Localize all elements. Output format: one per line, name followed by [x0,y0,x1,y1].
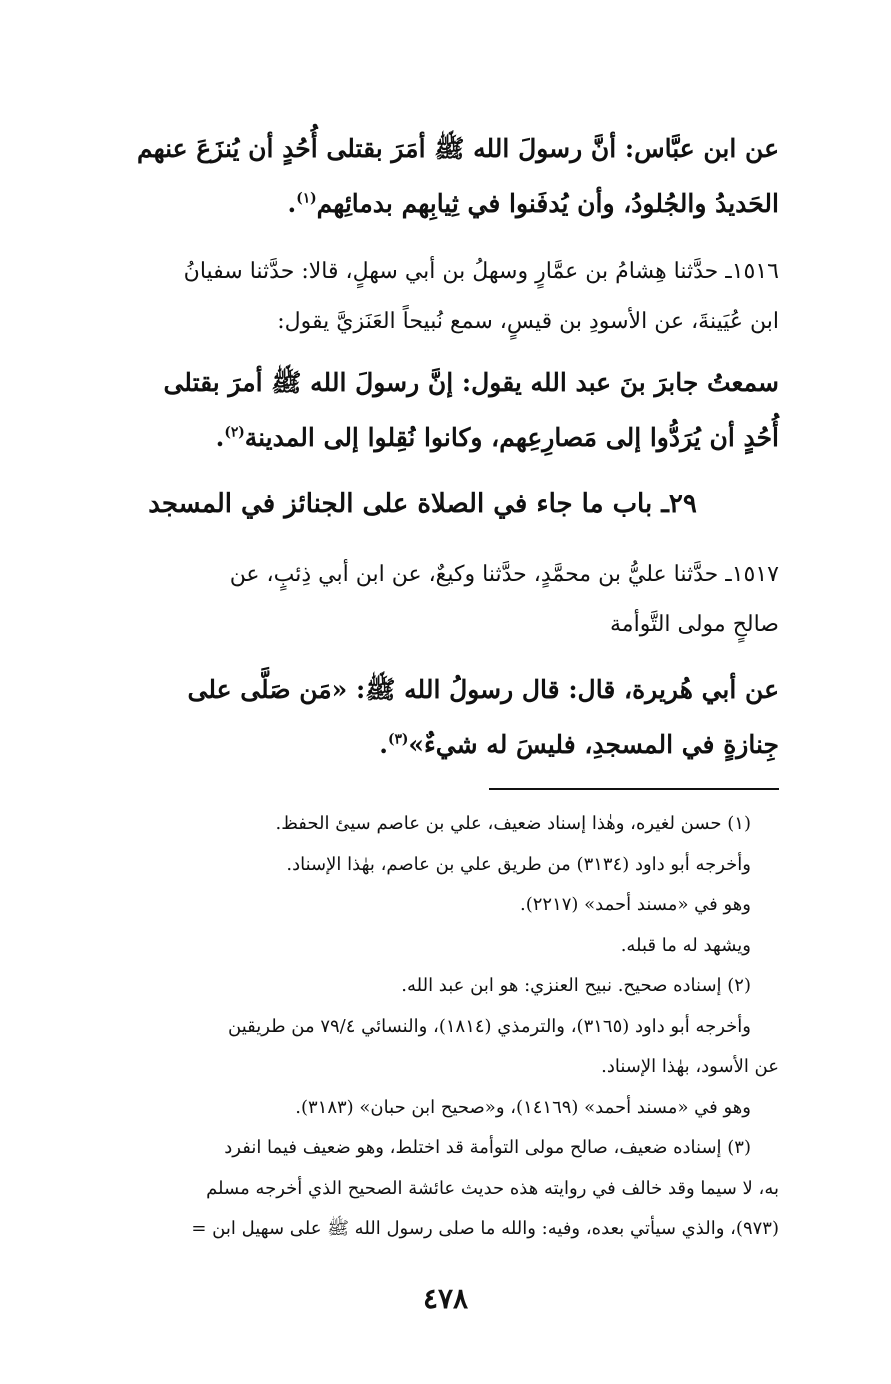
hadith-1516-chain [66,247,779,347]
text-line: ابن عُيَينةَ، عن الأسودِ بن قيسٍ، سمع نُبيحاً العَنَزيَّ يقول: [277,309,779,334]
footnote-ref: (٣) [388,731,409,748]
footnote-line: (١) حسن لغيره، وهٰذا إسناد ضعيف، علي بن عاصم سيئ الحفظ. [275,813,751,834]
text-line: عن أبي هُريرة، قال: قال رسولُ الله ﷺ: «مَن صَلَّى على [187,675,779,704]
text-line: جِنازةٍ في المسجدِ، فليسَ له شيءٌ» [408,730,779,759]
footnote-line: وأخرجه أبو داود (٣١٣٤) من طريق علي بن عاصم، بهٰذا الإسناد. [286,853,751,875]
footnote-line: (٩٧٣)، والذي سيأتي بعده، وفيه: والله ما صلى رسول الله ﷺ على سهيل ابن = [191,1218,779,1239]
sentence-end: . [215,423,225,452]
footnote-line: (٣) إسناده ضعيف، صالح مولى التوأمة قد اختلط، وهو ضعيف فيما انفرد [224,1137,751,1158]
text-line: عن ابن عبَّاس: أنَّ رسولَ الله ﷺ أمَرَ بقتلى أُحُدٍ أن يُنزَعَ عنهم [136,134,779,163]
page-number: ٤٧٨ [422,1282,469,1315]
hadith-1516-text [66,355,779,465]
footnote-line: وأخرجه أبو داود (٣١٦٥)، والترمذي (١٨١٤)، والنسائي ٧٩/٤ من طريقين [228,1015,751,1037]
text-line: ١٥١٦ـ حدَّثنا هِشامُ بن عمَّارٍ وسهلُ بن أبي سهلٍ، قالا: حدَّثنا سفيانُ [183,259,779,284]
footnote-ref: (٢) [224,424,245,441]
footnote-line: به، لا سيما وقد خالف في روايته هذه حديث عائشة الصحيح الذي أخرجه مسلم [206,1177,779,1199]
footnotes [66,804,779,1250]
footnote-separator [489,788,779,790]
text-line: الحَديدُ والجُلودُ، وأن يُدفَنوا في ثِيابِهم بدمائِهم [316,189,779,218]
text-line: ١٥١٧ـ حدَّثنا عليُّ بن محمَّدٍ، حدَّثنا وكيعٌ، عن ابن أبي ذِئبٍ، عن [229,562,779,587]
footnote-line: وهو في «مسند أحمد» (٢٢١٧). [519,894,751,915]
footnote-line: وهو في «مسند أحمد» (١٤١٦٩)، و«صحيح ابن حبان» (٣١٨٣). [295,1096,751,1118]
footnote-line: (٢) إسناده صحيح. نبيح العنزي: هو ابن عبد الله. [401,975,751,996]
footnote-line: عن الأسود، بهٰذا الإسناد. [601,1056,779,1077]
chapter-heading: ٢٩ـ باب ما جاء في الصلاة على الجنائز في المسجد [148,489,697,519]
footnote-line: ويشهد له ما قبله. [620,934,751,956]
footnote-ref: (١) [296,190,317,207]
sentence-end: . [287,189,297,218]
hadith-1515-text [66,121,779,231]
hadith-1517-chain [66,550,779,650]
sentence-end: . [379,730,388,759]
text-line: صالحٍ مولى التَّوأمة [610,612,779,637]
hadith-1517-text [66,662,779,772]
text-line: سمعتُ جابرَ بنَ عبد الله يقول: إنَّ رسولَ الله ﷺ أمرَ بقتلى [163,368,779,397]
text-line: أُحُدٍ أن يُرَدُّوا إلى مَصارِعِهم، وكانوا نُقِلوا إلى المدينة [244,423,779,452]
